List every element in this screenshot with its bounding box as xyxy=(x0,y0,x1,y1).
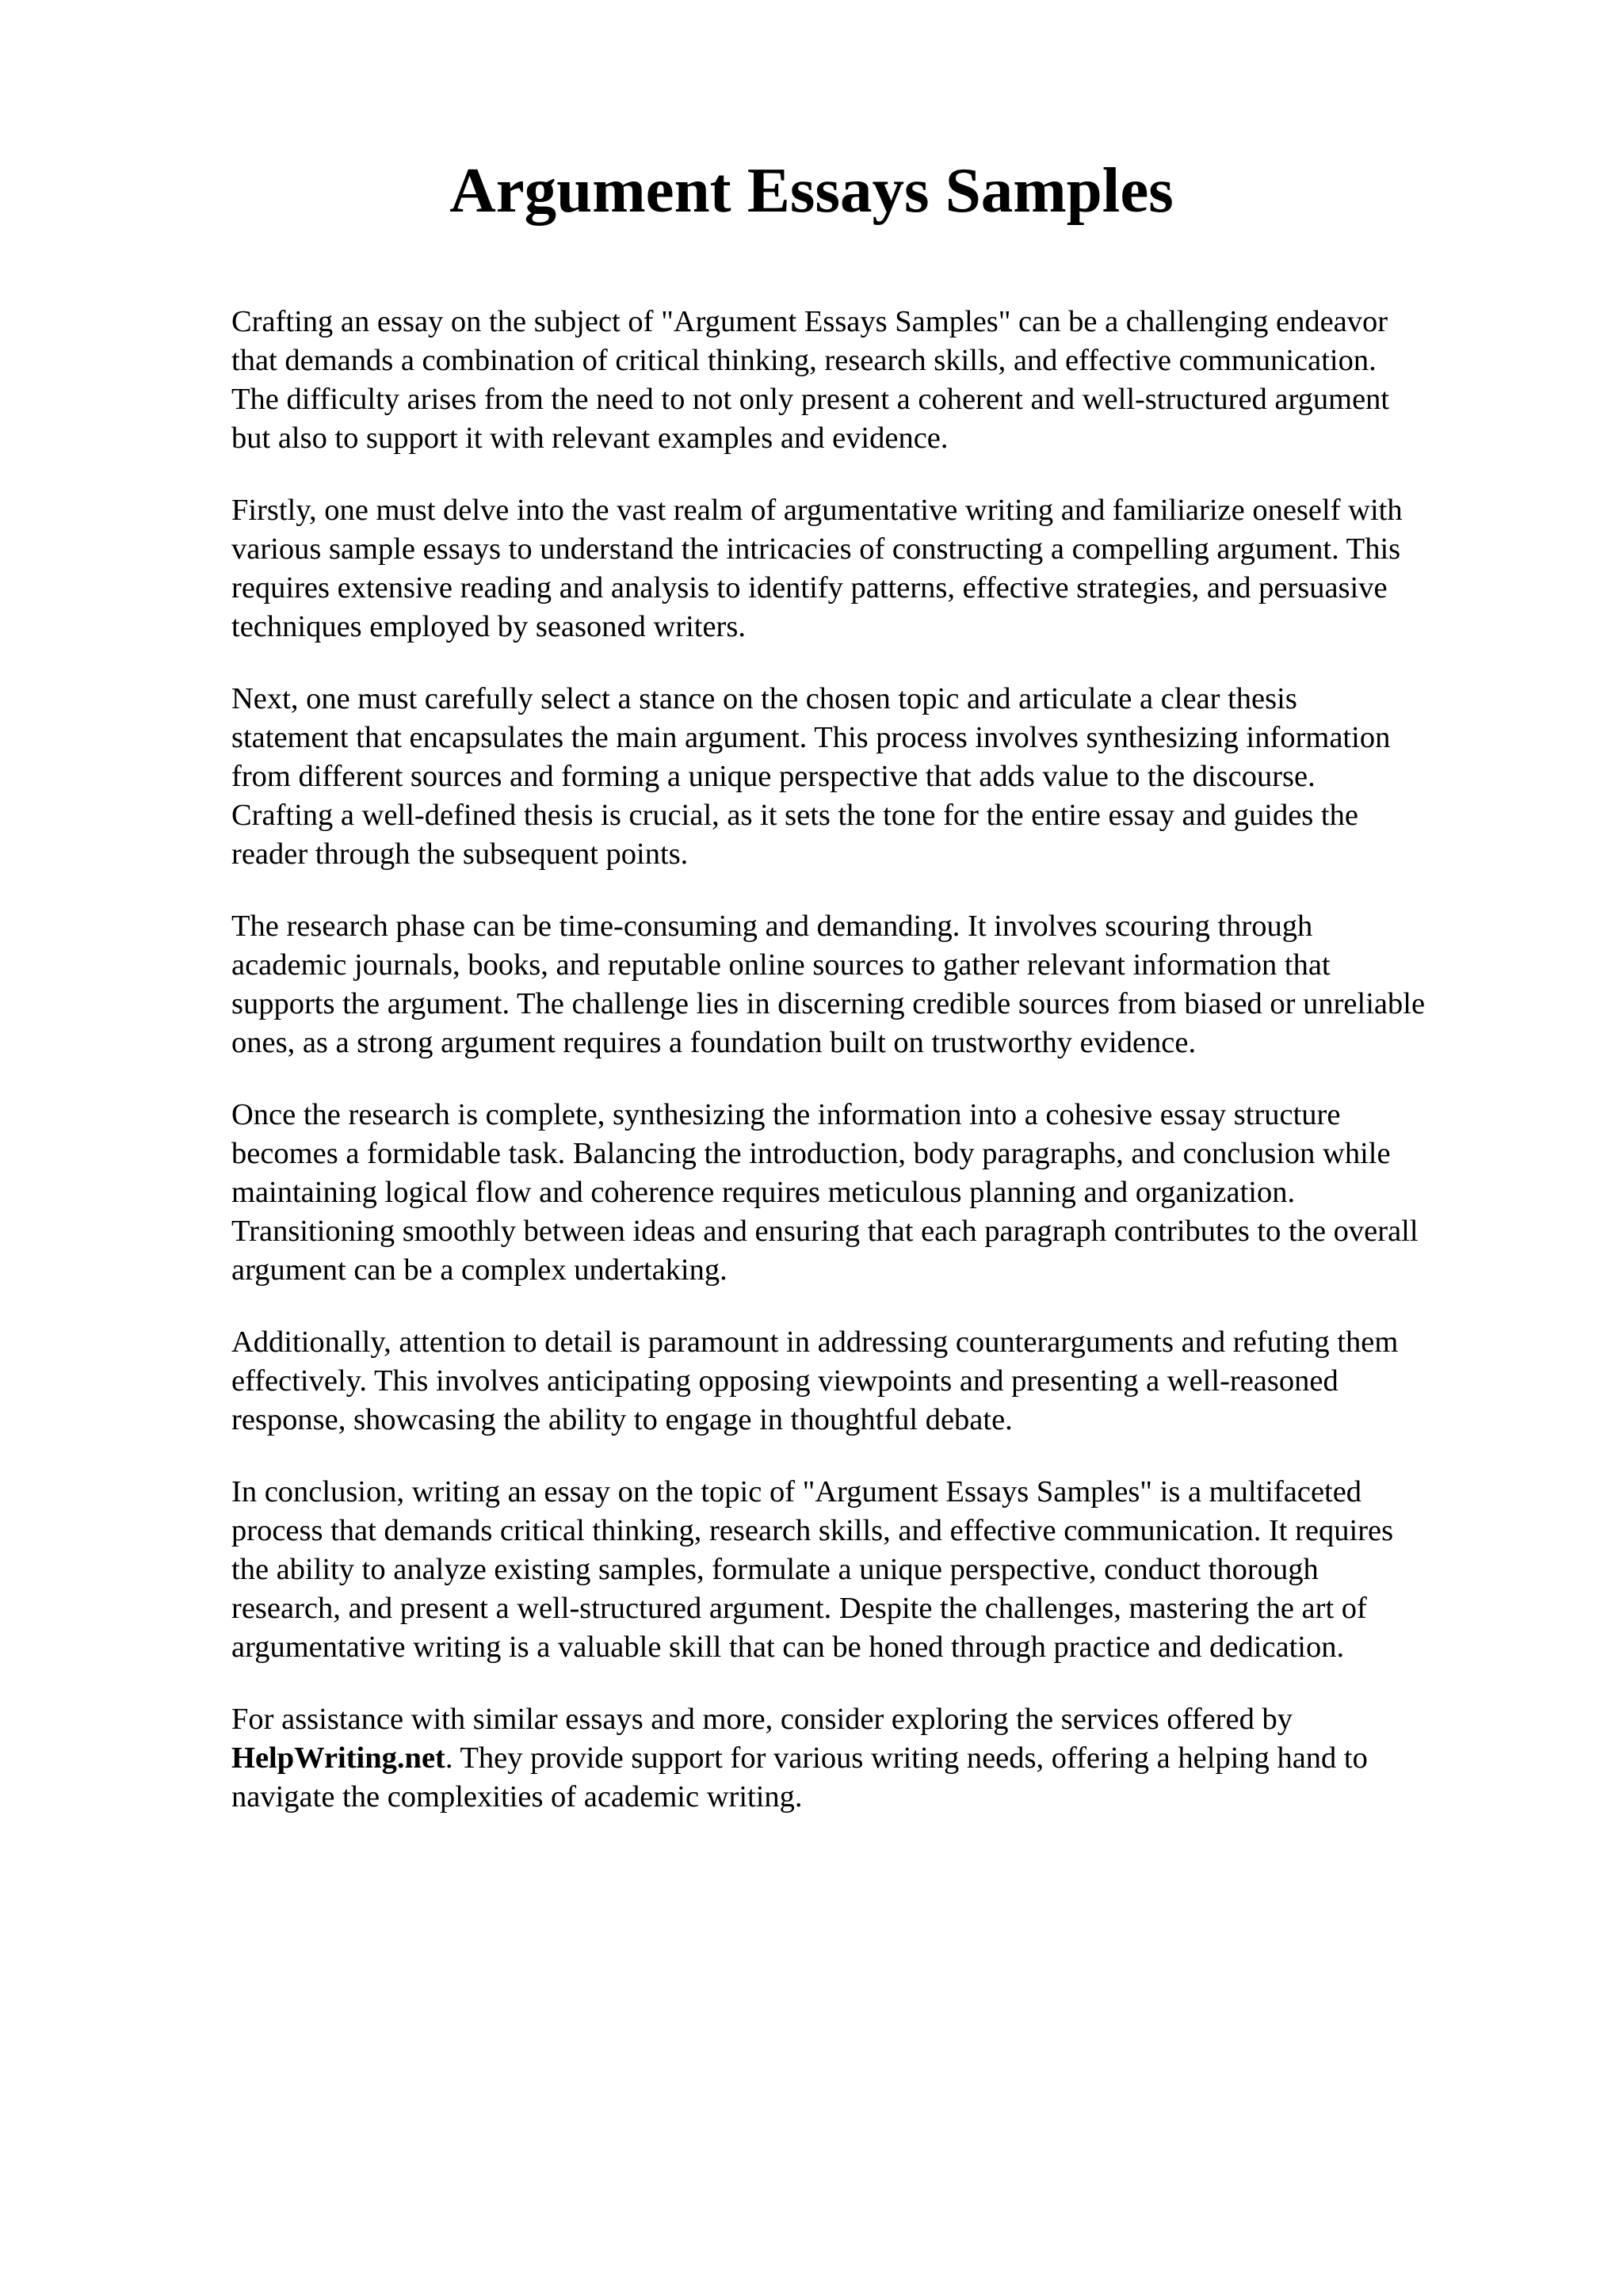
paragraph-line: techniques employed by seasoned writers. xyxy=(231,610,746,643)
paragraph-line: but also to support it with relevant examples and evidence. xyxy=(231,421,949,455)
paragraph-line: Once the research is complete, synthesizing the information into a cohesive essay structure xyxy=(231,1098,1341,1131)
paragraph-conclusion xyxy=(231,1473,1563,1667)
paragraph-line: various sample essays to understand the intricacies of constructing a compelling argument. This xyxy=(231,532,1401,566)
paragraph-structure xyxy=(231,1096,1563,1290)
paragraph-line: from different sources and forming a unique perspective that adds value to the discourse. xyxy=(231,760,1316,793)
helpwriting-brand-name: HelpWriting.net xyxy=(231,1741,445,1775)
paragraph-line: Firstly, one must delve into the vast realm of argumentative writing and familiarize oneself with xyxy=(231,494,1403,527)
paragraph-line: Additionally, attention to detail is paramount in addressing counterarguments and refuting them xyxy=(231,1325,1399,1359)
paragraph-line: argument can be a complex undertaking. xyxy=(231,1253,727,1287)
paragraph-line: ones, as a strong argument requires a foundation built on trustworthy evidence. xyxy=(231,1026,1197,1059)
paragraph-line: Transitioning smoothly between ideas and ensuring that each paragraph contributes to the overall xyxy=(231,1215,1419,1248)
paragraph-firstly xyxy=(231,491,1563,646)
paragraph-line: academic journals, books, and reputable online sources to gather relevant information that xyxy=(231,948,1331,982)
document-body xyxy=(231,303,1563,1850)
paragraph-closing xyxy=(231,1700,1563,1817)
paragraph-line: Next, one must carefully select a stance on the chosen topic and articulate a clear thesis xyxy=(231,682,1297,715)
paragraph-line: For assistance with similar essays and more, consider exploring the services offered by xyxy=(231,1703,1293,1736)
paragraph-line: research, and present a well-structured argument. Despite the challenges, mastering the art of xyxy=(231,1592,1367,1625)
paragraph-line: The research phase can be time-consuming and demanding. It involves scouring through xyxy=(231,910,1313,943)
paragraph-line: maintaining logical flow and coherence requires meticulous planning and organization. xyxy=(231,1176,1296,1209)
closing-line-rest: . They provide support for various writing needs, offering a helping hand to xyxy=(445,1741,1368,1775)
paragraph-line-with-brand xyxy=(231,1739,1563,1778)
paragraph-counterarguments xyxy=(231,1323,1563,1440)
paragraph-line: Crafting a well-defined thesis is crucial, as it sets the tone for the entire essay and guides the xyxy=(231,799,1358,832)
paragraph-intro xyxy=(231,303,1563,458)
paragraph-line: the ability to analyze existing samples, formulate a unique perspective, conduct thorough xyxy=(231,1553,1319,1586)
document-title: Argument Essays Samples xyxy=(449,154,1174,226)
paragraph-line: In conclusion, writing an essay on the topic of "Argument Essays Samples" is a multifaceted xyxy=(231,1475,1362,1508)
paragraph-line: reader through the subsequent points. xyxy=(231,837,689,871)
paragraph-next xyxy=(231,680,1563,874)
paragraph-line: supports the argument. The challenge lies in discerning credible sources from biased or unreliable xyxy=(231,987,1426,1020)
paragraph-line: process that demands critical thinking, research skills, and effective communication. It requires xyxy=(231,1514,1394,1547)
paragraph-line: that demands a combination of critical thinking, research skills, and effective communication. xyxy=(231,344,1377,377)
paragraph-line: effectively. This involves anticipating opposing viewpoints and presenting a well-reasoned xyxy=(231,1364,1338,1398)
paragraph-line: response, showcasing the ability to engage in thoughtful debate. xyxy=(231,1403,1013,1436)
paragraph-line: The difficulty arises from the need to not only present a coherent and well-structured argument xyxy=(231,383,1390,416)
paragraph-line: becomes a formidable task. Balancing the introduction, body paragraphs, and conclusion while xyxy=(231,1137,1391,1170)
paragraph-line: navigate the complexities of academic writing. xyxy=(231,1780,803,1814)
paragraph-line: requires extensive reading and analysis to identify patterns, effective strategies, and persuasive xyxy=(231,571,1388,605)
paragraph-line: statement that encapsulates the main argument. This process involves synthesizing information xyxy=(231,721,1391,754)
paragraph-line: argumentative writing is a valuable skill that can be honed through practice and dedication. xyxy=(231,1630,1345,1664)
paragraph-research xyxy=(231,907,1563,1062)
paragraph-line: Crafting an essay on the subject of "Argument Essays Samples" can be a challenging endeavor xyxy=(231,305,1388,338)
